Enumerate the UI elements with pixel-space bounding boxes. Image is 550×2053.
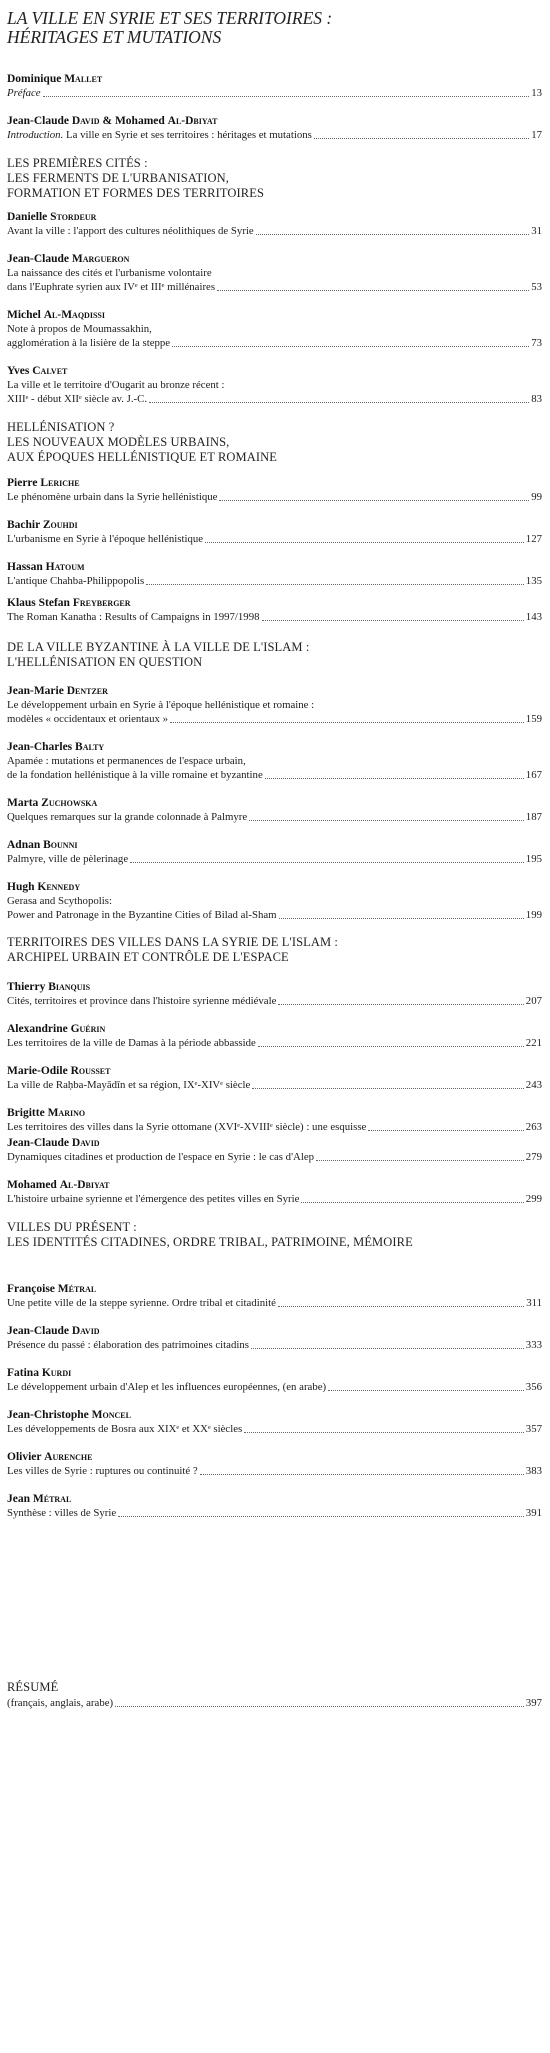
toc-entry-text: agglomération à la lisière de la steppe <box>7 337 171 349</box>
dot-leader <box>217 290 529 291</box>
author-name <box>7 1178 110 1192</box>
dot-leader <box>279 918 524 919</box>
author-last-name: Hatoum <box>45 561 85 573</box>
page-number: 383 <box>525 1465 542 1477</box>
toc-entry[interactable] <box>7 610 542 624</box>
section-heading: ARCHIPEL URBAIN ET CONTRÔLE DE L'ESPACE <box>7 950 289 964</box>
toc-entry[interactable] <box>7 852 542 866</box>
section-heading: AUX ÉPOQUES HELLÉNISTIQUE ET ROMAINE <box>7 450 278 464</box>
author-name <box>7 796 97 810</box>
page-number: 357 <box>525 1423 542 1435</box>
section-heading: DE LA VILLE BYZANTINE À LA VILLE DE L'ISLAM : <box>7 640 310 654</box>
toc-entry[interactable] <box>7 1506 542 1520</box>
dot-leader <box>130 862 524 863</box>
toc-entry-text: XIIIᵉ - début XIIᵉ siècle av. J.-C. <box>7 393 148 405</box>
author-first-name: Adnan <box>7 839 41 851</box>
page-number: 397 <box>525 1697 542 1709</box>
toc-entry-title <box>7 768 263 782</box>
toc-entry[interactable] <box>7 1150 542 1164</box>
author-last-name: Dentzer <box>66 685 108 697</box>
author-name <box>7 740 104 754</box>
author-name <box>7 1106 85 1120</box>
author-first-name: Hassan <box>7 561 43 573</box>
author-last-name: Moncel <box>91 1409 131 1421</box>
dot-leader <box>219 500 529 501</box>
toc-entry-text: Les territoires de la ville de Damas à la période abbasside <box>7 1037 256 1049</box>
toc-entry-title <box>7 86 41 100</box>
dot-leader <box>328 1390 524 1391</box>
author-first-name: Jean-Claude <box>7 253 69 265</box>
author-first-name: Thierry <box>7 981 46 993</box>
toc-entry-text: Gerasa and Scythopolis: <box>7 895 112 907</box>
dot-leader <box>200 1474 524 1475</box>
toc-entry[interactable] <box>7 1422 542 1436</box>
author-first-name: Jean-Claude <box>7 1325 69 1337</box>
toc-entry[interactable] <box>7 490 542 504</box>
page-number: 263 <box>525 1121 542 1133</box>
toc-entry[interactable] <box>7 266 542 280</box>
toc-entry[interactable] <box>7 86 542 100</box>
author-name <box>7 1282 96 1296</box>
toc-entry-title <box>7 754 246 768</box>
toc-entry-title <box>7 490 217 504</box>
dot-leader <box>256 234 529 235</box>
toc-entry[interactable] <box>7 1696 542 1710</box>
author-last-name: David <box>71 1325 100 1337</box>
toc-entry[interactable] <box>7 1036 542 1050</box>
toc-entry-text: dans l'Euphrate syrien aux IVᵉ et IIIᵉ millénaires <box>7 281 216 293</box>
author-last-name: Métral <box>57 1283 97 1295</box>
toc-entry-title <box>7 712 168 726</box>
author-last-name: Calvet <box>32 365 68 377</box>
page-number: 159 <box>525 713 542 725</box>
toc-entry[interactable] <box>7 392 542 406</box>
toc-entry-text: The Roman Kanatha : Results of Campaigns in 1997/1998 <box>7 611 260 623</box>
page-number: 279 <box>525 1151 542 1163</box>
author-name <box>7 252 129 266</box>
book-title-line-1: LA VILLE EN SYRIE ET SES TERRITOIRES : <box>7 8 333 28</box>
toc-entry[interactable] <box>7 1120 542 1134</box>
dot-leader <box>146 584 524 585</box>
author-name <box>7 560 85 574</box>
dot-leader <box>251 1348 524 1349</box>
toc-entry-title <box>7 378 224 392</box>
page-number: 391 <box>525 1507 542 1519</box>
author-name <box>7 838 77 852</box>
author-first-name: Jean-Claude <box>7 115 69 127</box>
author-last-name: Aurenche <box>44 1451 93 1463</box>
author-name <box>7 1022 105 1036</box>
page-number: 127 <box>525 533 542 545</box>
toc-entry-text: Avant la ville : l'apport des cultures néolithiques de Syrie <box>7 225 254 237</box>
toc-entry-text: Une petite ville de la steppe syrienne. Ordre tribal et citadinité <box>7 1297 276 1309</box>
toc-entry[interactable] <box>7 574 542 588</box>
toc-entry[interactable] <box>7 894 542 908</box>
toc-entry-text: Apamée : mutations et permanences de l'espace urbain, <box>7 755 246 767</box>
author-name <box>7 364 67 378</box>
author-name <box>7 210 96 224</box>
author-last-name: Guérin <box>70 1023 106 1035</box>
author-name <box>7 1366 71 1380</box>
toc-entry-text: (français, anglais, arabe) <box>7 1697 114 1709</box>
toc-entry-text: modèles « occidentaux et orientaux » <box>7 713 168 725</box>
page-number: 17 <box>531 129 542 141</box>
author-last-name: Balty <box>75 741 105 753</box>
section-heading: LES NOUVEAUX MODÈLES URBAINS, <box>7 435 230 449</box>
author-last-name: Bianquis <box>48 981 91 993</box>
author-name <box>7 880 80 894</box>
author-last-name: Freyberger <box>72 597 131 609</box>
author-first-name: Jean-Claude <box>7 1137 69 1149</box>
toc-entry-title <box>7 1338 249 1352</box>
toc-entry-text: La ville et le territoire d'Ougarit au bronze récent : <box>7 379 225 391</box>
toc-entry-title <box>7 1380 326 1394</box>
toc-entry[interactable] <box>7 994 542 1008</box>
dot-leader <box>301 1202 523 1203</box>
dot-leader <box>205 542 524 543</box>
author-first-name: Dominique <box>7 73 62 85</box>
toc-entry-title <box>7 1464 198 1478</box>
author-name <box>7 114 217 128</box>
author-name <box>7 1450 92 1464</box>
author-name <box>7 1064 110 1078</box>
toc-entry[interactable] <box>7 1380 542 1394</box>
author-first-name: Olivier <box>7 1451 42 1463</box>
author-last-name: Kurdi <box>41 1367 72 1379</box>
page-number: 311 <box>526 1297 542 1309</box>
toc-entry-text: L'antique Chahba-Philippopolis <box>7 575 145 587</box>
dot-leader <box>149 402 529 403</box>
toc-entry[interactable] <box>7 1192 542 1206</box>
author-joiner: & <box>102 115 113 127</box>
author-name <box>7 308 105 322</box>
author-name <box>7 72 102 86</box>
dot-leader <box>368 1130 523 1131</box>
author-last-name: Al-Dbiyat <box>167 115 218 127</box>
dot-leader <box>172 346 529 347</box>
toc-entry-title <box>7 1296 276 1310</box>
page-number: 73 <box>531 337 542 349</box>
author-last-name: Margueron <box>71 253 130 265</box>
toc-entry-text: Les territoires des villes dans la Syrie ottomane (XVIᵉ-XVIIIᵉ siècle) : une esquisse <box>7 1121 367 1133</box>
toc-entry[interactable] <box>7 698 542 712</box>
toc-entry[interactable] <box>7 1464 542 1478</box>
toc-entry-text: Quelques remarques sur la grande colonnade à Palmyre <box>7 811 248 823</box>
author-last-name: Kennedy <box>37 881 81 893</box>
dot-leader <box>118 1516 524 1517</box>
page-number: 99 <box>531 491 542 503</box>
author-last-name: Métral <box>32 1493 72 1505</box>
dot-leader <box>278 1306 524 1307</box>
author-first-name: Hugh <box>7 881 35 893</box>
author-last-name: David <box>71 115 100 127</box>
toc-entry-title <box>7 852 128 866</box>
author-name <box>7 476 80 490</box>
author-name <box>7 1492 71 1506</box>
toc-entry-title <box>7 574 144 588</box>
page-number: 135 <box>525 575 542 587</box>
author-first-name: Pierre <box>7 477 38 489</box>
toc-entry-title <box>7 128 312 142</box>
toc-entry-title <box>7 224 254 238</box>
section-heading: FORMATION ET FORMES DES TERRITOIRES <box>7 186 265 200</box>
toc-entry[interactable] <box>7 280 542 294</box>
page-number: 299 <box>525 1193 542 1205</box>
page-number: 207 <box>525 995 542 1007</box>
toc-entry-text: L'histoire urbaine syrienne et l'émergence des petites villes en Syrie <box>7 1193 300 1205</box>
author-first-name: Brigitte <box>7 1107 45 1119</box>
section-heading: HELLÉNISATION ? <box>7 420 115 434</box>
toc-entry-title <box>7 1696 113 1710</box>
author-name <box>7 518 78 532</box>
toc-entry[interactable] <box>7 128 542 142</box>
toc-entry-title <box>7 1036 256 1050</box>
author-name <box>7 1324 100 1338</box>
section-heading: LES IDENTITÉS CITADINES, ORDRE TRIBAL, PATRIMOINE, MÉMOIRE <box>7 1235 413 1249</box>
toc-entry-title <box>7 1078 250 1092</box>
toc-entry-title <box>7 322 152 336</box>
page-number: 31 <box>531 225 542 237</box>
toc-entry-text: Le développement urbain en Syrie à l'époque hellénistique et romaine : <box>7 699 315 711</box>
toc-entry-title <box>7 266 212 280</box>
toc-entry-title <box>7 1120 366 1134</box>
author-first-name: Fatina <box>7 1367 39 1379</box>
toc-entry-text: Note à propos de Moumassakhin, <box>7 323 152 335</box>
author-first-name: Yves <box>7 365 30 377</box>
section-heading: TERRITOIRES DES VILLES DANS LA SYRIE DE L'ISLAM : <box>7 935 339 949</box>
page-number: 195 <box>525 853 542 865</box>
author-first-name: Marie-Odile <box>7 1065 68 1077</box>
dot-leader <box>170 722 524 723</box>
toc-entry-text: Cités, territoires et province dans l'histoire syrienne médiévale <box>7 995 277 1007</box>
toc-entry-title <box>7 610 260 624</box>
dot-leader <box>265 778 524 779</box>
book-title-line-2: HÉRITAGES ET MUTATIONS <box>7 27 222 47</box>
toc-entry-text: Synthèse : villes de Syrie <box>7 1507 117 1519</box>
toc-entry[interactable] <box>7 1296 542 1310</box>
page-number: 356 <box>525 1381 542 1393</box>
author-name <box>7 596 131 610</box>
toc-entry[interactable] <box>7 532 542 546</box>
toc-entry-title <box>7 336 170 350</box>
toc-entry-title <box>7 810 247 824</box>
toc-entry-title <box>7 908 277 922</box>
section-heading: L'HELLÉNISATION EN QUESTION <box>7 655 203 669</box>
toc-entry-italic: Introduction. <box>7 129 64 141</box>
author-last-name: Al-Dbiyat <box>59 1179 110 1191</box>
author-first-name: Jean-Marie <box>7 685 64 697</box>
toc-entry-title <box>7 392 147 406</box>
toc-entry-title <box>7 698 314 712</box>
toc-entry[interactable] <box>7 810 542 824</box>
author-last-name: Zouhdi <box>42 519 78 531</box>
toc-entry-title <box>7 1150 314 1164</box>
toc-entry-title <box>7 894 112 908</box>
dot-leader <box>244 1432 524 1433</box>
toc-entry-text: Dynamiques citadines et production de l'espace en Syrie : le cas d'Alep <box>7 1151 315 1163</box>
author-last-name: Stordeur <box>50 211 97 223</box>
author-first-name: Klaus Stefan <box>7 597 70 609</box>
toc-entry[interactable] <box>7 378 542 392</box>
author-first-name: Michel <box>7 309 41 321</box>
page-number: 187 <box>525 811 542 823</box>
author-name <box>7 1408 131 1422</box>
author-name <box>7 1136 100 1150</box>
section-heading: VILLES DU PRÉSENT : <box>7 1220 137 1234</box>
toc-entry[interactable] <box>7 1078 542 1092</box>
toc-entry[interactable] <box>7 1338 542 1352</box>
page-number: 143 <box>525 611 542 623</box>
toc-entry-title <box>7 532 203 546</box>
author-first-name: Marta <box>7 797 39 809</box>
author-first-name: Jean-Christophe <box>7 1409 89 1421</box>
toc-entry-text: La ville en Syrie et ses territoires : héritages et mutations <box>63 129 312 141</box>
page-number: 167 <box>525 769 542 781</box>
author-last-name: Mallet <box>64 73 103 85</box>
toc-entry-text: Les villes de Syrie : ruptures ou continuité ? <box>7 1465 198 1477</box>
author-last-name: Bounni <box>43 839 78 851</box>
toc-entry[interactable] <box>7 908 542 922</box>
toc-entry[interactable] <box>7 322 542 336</box>
toc-entry-text: La naissance des cités et l'urbanisme volontaire <box>7 267 212 279</box>
dot-leader <box>252 1088 524 1089</box>
dot-leader <box>115 1706 524 1707</box>
dot-leader <box>43 96 530 97</box>
toc-entry[interactable] <box>7 712 542 726</box>
toc-entry-title <box>7 1506 116 1520</box>
dot-leader <box>262 620 524 621</box>
toc-entry-text: Le phénomène urbain dans la Syrie hellénistique <box>7 491 218 503</box>
toc-entry-title <box>7 1422 242 1436</box>
author-last-name: Al-Maqdissi <box>43 309 105 321</box>
toc-entry-title <box>7 1192 299 1206</box>
author-last-name: Marino <box>47 1107 86 1119</box>
dot-leader <box>249 820 524 821</box>
section-heading: LES FERMENTS DE L'URBANISATION, <box>7 171 230 185</box>
author-first-name: Danielle <box>7 211 48 223</box>
author-name <box>7 684 108 698</box>
dot-leader <box>258 1046 524 1047</box>
author-first-name: Alexandrine <box>7 1023 68 1035</box>
section-heading: LES PREMIÈRES CITÉS : <box>7 156 148 170</box>
section-heading: RÉSUMÉ <box>7 1680 59 1694</box>
toc-entry-text: La ville de Raḥba-Mayādīn et sa région, IXᵉ-XIVᵉ siècle <box>7 1079 251 1091</box>
author-first-name: Mohamed <box>7 1179 57 1191</box>
author-first-name: Mohamed <box>114 115 165 127</box>
page-number: 13 <box>531 87 542 99</box>
toc-entry[interactable] <box>7 336 542 350</box>
toc-entry-text: L'urbanisme en Syrie à l'époque hellénistique <box>7 533 204 545</box>
page-number: 53 <box>531 281 542 293</box>
toc-entry-text: Power and Patronage in the Byzantine Cities of Bilad al-Sham <box>7 909 277 921</box>
toc-entry-italic: Préface <box>7 87 41 99</box>
page-number: 243 <box>525 1079 542 1091</box>
toc-entry[interactable] <box>7 768 542 782</box>
toc-entry[interactable] <box>7 224 542 238</box>
dot-leader <box>314 138 529 139</box>
page-number: 333 <box>525 1339 542 1351</box>
toc-entry-text: Palmyre, ville de pèlerinage <box>7 853 129 865</box>
author-last-name: Leriche <box>40 477 80 489</box>
toc-entry-title <box>7 280 215 294</box>
author-name <box>7 980 90 994</box>
dot-leader <box>278 1004 523 1005</box>
page-number: 199 <box>525 909 542 921</box>
toc-entry-text: de la fondation hellénistique à la ville romaine et byzantine <box>7 769 263 781</box>
page-number: 83 <box>531 393 542 405</box>
author-first-name: Françoise <box>7 1283 55 1295</box>
page-number: 221 <box>525 1037 542 1049</box>
toc-entry-text: Présence du passé : élaboration des patrimoines citadins <box>7 1339 249 1351</box>
toc-entry-text: Le développement urbain d'Alep et les influences européennes, (en arabe) <box>7 1381 327 1393</box>
author-last-name: Zuchowska <box>41 797 98 809</box>
author-last-name: Rousset <box>70 1065 111 1077</box>
toc-entry[interactable] <box>7 754 542 768</box>
author-last-name: David <box>71 1137 100 1149</box>
author-first-name: Bachir <box>7 519 41 531</box>
toc-entry-text: Les développements de Bosra aux XIXᵉ et XXᵉ siècles <box>7 1423 243 1435</box>
author-first-name: Jean <box>7 1493 30 1505</box>
author-first-name: Jean-Charles <box>7 741 73 753</box>
dot-leader <box>316 1160 524 1161</box>
toc-entry-title <box>7 994 276 1008</box>
